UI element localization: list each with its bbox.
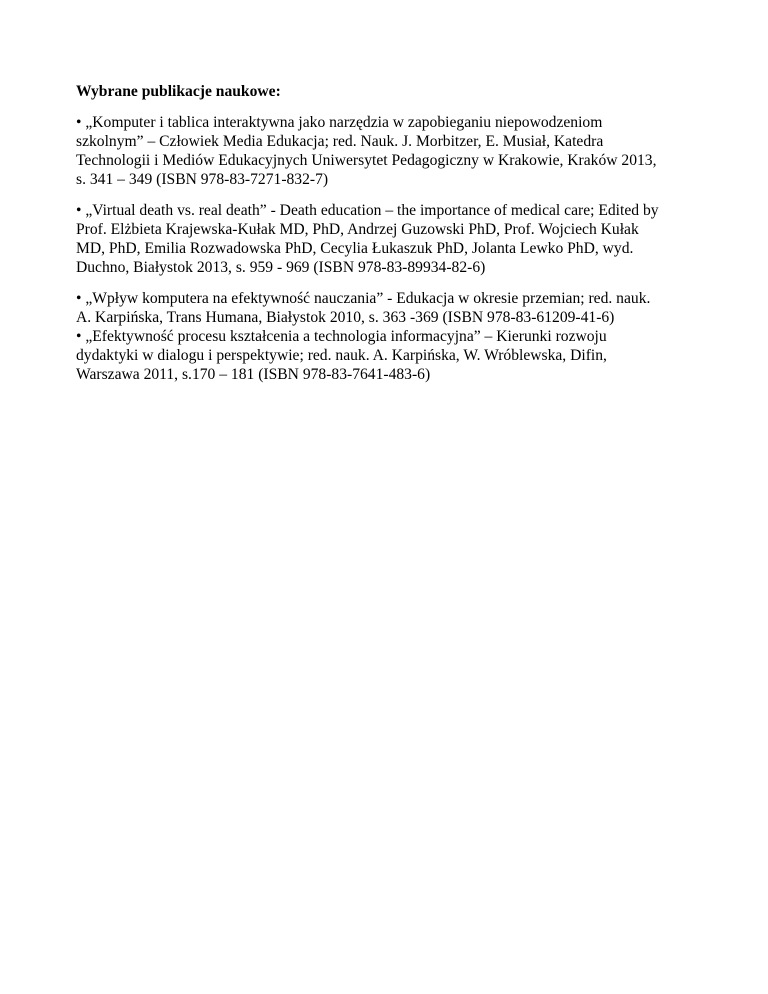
section-heading: Wybrane publikacje naukowe: (76, 83, 281, 100)
publication-line: • „Efektywność procesu kształcenia a technologia informacyjna” – Kierunki rozwoju (76, 328, 607, 345)
publication-line: szkolnym” – Człowiek Media Edukacja; red. Nauk. J. Morbitzer, E. Musiał, Katedra (76, 133, 604, 150)
publication-line: Prof. Elżbieta Krajewska-Kułak MD, PhD, Andrzej Guzowski PhD, Prof. Wojciech Kułak (76, 221, 639, 238)
publication-line: dydaktyki w dialogu i perspektywie; red. nauk. A. Karpińska, W. Wróblewska, Difin, (76, 347, 607, 364)
publication-line: s. 341 – 349 (ISBN 978-83-7271-832-7) (76, 171, 329, 188)
publication-item (76, 201, 696, 277)
publication-item (76, 113, 696, 189)
publication-item (76, 327, 696, 384)
publication-line: Warszawa 2011, s.170 – 181 (ISBN 978-83-7641-483-6) (76, 366, 431, 383)
publication-item (76, 289, 696, 327)
publication-line: • „Komputer i tablica interaktywna jako narzędzia w zapobieganiu niepowodzeniom (76, 114, 603, 131)
publication-line: MD, PhD, Emilia Rozwadowska PhD, Cecylia Łukaszuk PhD, Jolanta Lewko PhD, wyd. (76, 240, 634, 257)
publication-line: • „Virtual death vs. real death” - Death education – the importance of medical care; Edited by (76, 202, 659, 219)
publication-line: Technologii i Mediów Edukacyjnych Uniwersytet Pedagogiczny w Krakowie, Kraków 2013, (76, 152, 657, 169)
publication-line: Duchno, Białystok 2013, s. 959 - 969 (ISBN 978-83-89934-82-6) (76, 259, 486, 276)
publication-line: A. Karpińska, Trans Humana, Białystok 2010, s. 363 -369 (ISBN 978-83-61209-41-6) (76, 309, 615, 326)
publication-line: • „Wpływ komputera na efektywność nauczania” - Edukacja w okresie przemian; red. nauk. (76, 290, 651, 307)
document-page (76, 82, 696, 396)
